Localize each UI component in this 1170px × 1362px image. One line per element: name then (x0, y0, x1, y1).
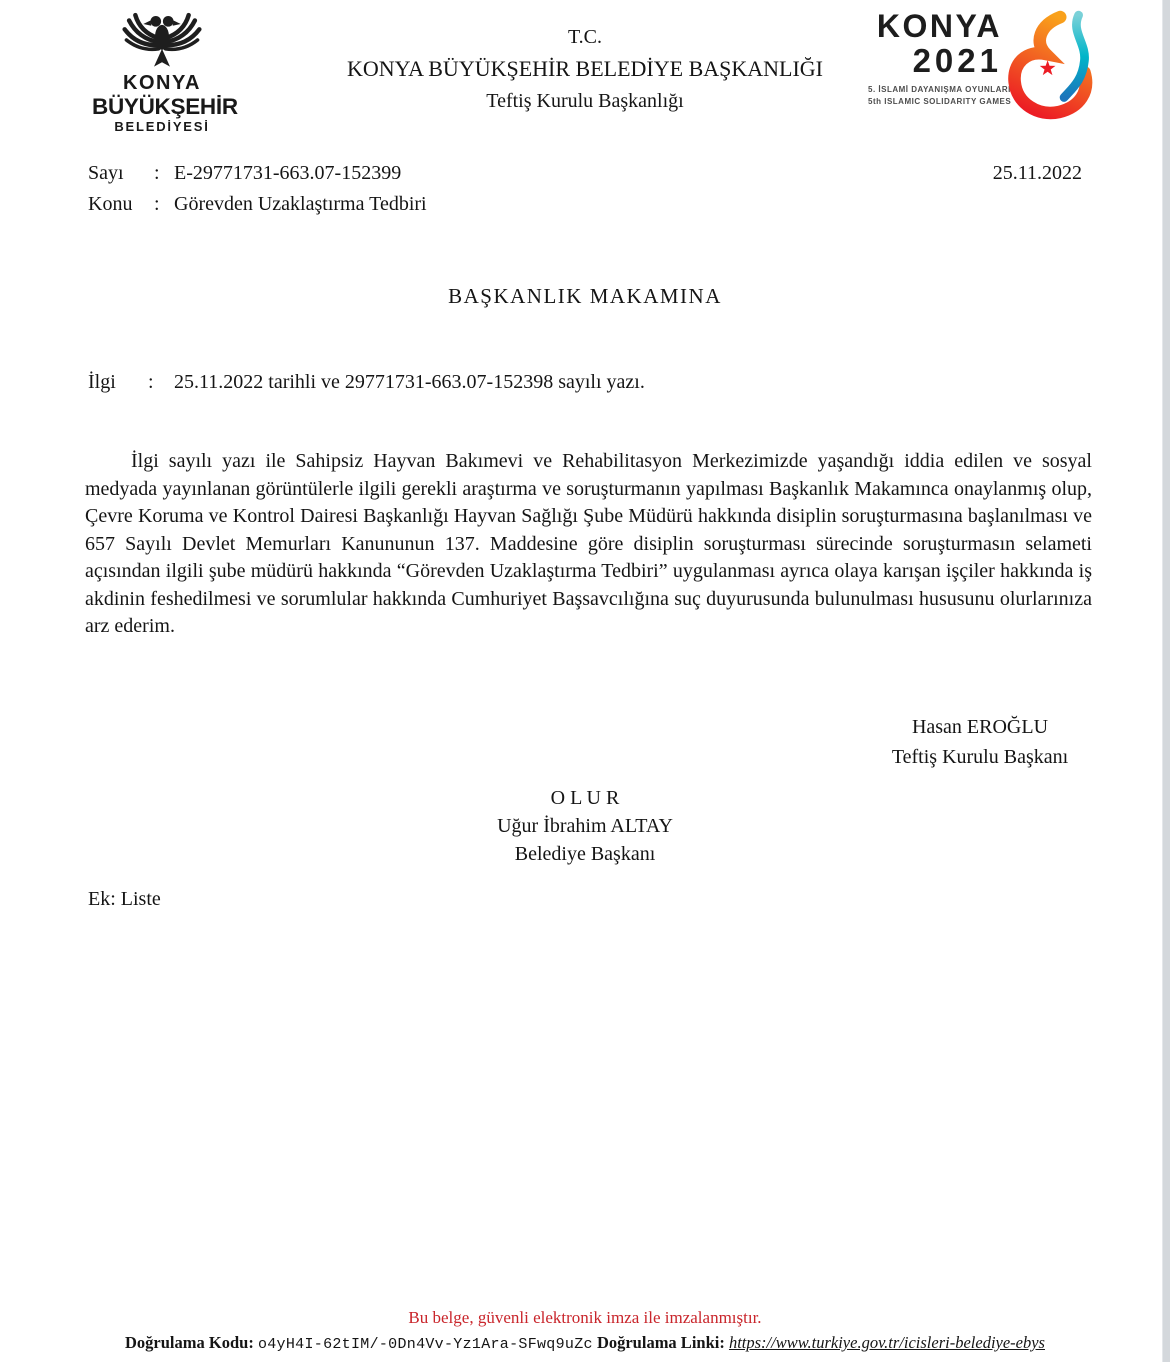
approval-olur: O L U R (550, 787, 620, 809)
approval-name: Uğur İbrahim ALTAY (497, 815, 673, 837)
signature-title: Teftiş Kurulu Başkanı (891, 746, 1069, 768)
konya-2021-year: 2021 (912, 42, 1002, 79)
municipality-logo-line3: BELEDİYESİ (114, 118, 210, 134)
reference-value: 25.11.2022 tarihli ve 29771731-663.07-152398 sayılı yazı. (174, 371, 645, 393)
konya-2021-title: KONYA (876, 8, 1002, 44)
reference-colon: : (148, 371, 154, 393)
signature-name: Hasan EROĞLU (911, 716, 1049, 738)
tulip-flame-icon (1005, 10, 1097, 122)
konya-2021-subtitle-tr: 5. İSLAMİ DAYANIŞMA OYUNLARI (868, 85, 1011, 94)
verification-code-label: Doğrulama Kodu: (125, 1333, 254, 1352)
verification-link[interactable]: https://www.turkiye.gov.tr/icisleri-belediye-ebys (728, 1333, 1045, 1352)
body-paragraph: İlgi sayılı yazı ile Sahipsiz Hayvan Bakımevi ve Rehabilitasyon Merkezimizde yaşandığı iddia edilen ve sosyal medyada yayınlanan görüntülerle ilgili gerekli araştırma ve soruşturmanın yapılması Başkanlık Makamınca onaylanmış olup, Çevre Koruma ve Kontrol Dairesi Başkanlığı Hayvan Sağlığı Şube Müdürü hakkında disiplin soruşturmasına başlanılması ve 657 Sayılı Devlet Memurları Kanununun 137. Maddesine göre disiplin soruşturması sürecinde soruşturmasın selameti açısından ilgili şube müdürü hakkında “Görevden Uzaklaştırma Tedbiri” uygulanması ayrıca olaya karışan işçiler hakkında iş akdinin feshedilmesi ve sorumlular hakkında Cumhuriyet Başsavcılığına suç duyurusunda bulunulması hususunu olurlarınıza arz ederim. (85, 450, 1092, 637)
signature-block (868, 712, 1092, 772)
reference-label: İlgi (88, 371, 116, 393)
star-icon (1040, 60, 1056, 75)
sayi-value: E-29771731-663.07-152399 (174, 162, 402, 184)
approval-block (0, 784, 1170, 868)
konu-row (88, 189, 427, 220)
document-meta (88, 158, 427, 220)
page-edge-strip (1162, 0, 1170, 1362)
attachment-note: Ek: Liste (88, 888, 161, 910)
approval-title: Belediye Başkanı (514, 843, 656, 865)
esign-notice: Bu belge, güvenli elektronik imza ile imzalanmıştır. (408, 1308, 762, 1327)
verification-link-label: Doğrulama Linki: (596, 1333, 725, 1352)
sayi-row (88, 158, 427, 189)
konya-2021-subtitle-en: 5th ISLAMIC SOLIDARITY GAMES (868, 97, 1012, 106)
konu-colon: : (154, 193, 160, 215)
konya-2021-wordmark (868, 8, 1012, 108)
sayi-colon: : (154, 162, 160, 184)
letterhead-tc: T.C. (567, 26, 603, 48)
document-date: 25.11.2022 (992, 162, 1082, 184)
municipality-logo-line1: KONYA (123, 72, 201, 94)
verification-code: o4yH4I-62tIM/-0Dn4Vv-Yz1Ara-SFwq9uZc (257, 1336, 593, 1353)
reference-row (88, 368, 645, 396)
letterhead-institution: KONYA BÜYÜKŞEHİR BELEDİYE BAŞKANLIĞI (346, 56, 824, 81)
sayi-label: Sayı (88, 162, 124, 184)
recipient-title: BAŞKANLIK MAKAMINA (448, 284, 722, 308)
konu-label: Konu (88, 193, 133, 215)
verification-line (0, 1333, 1170, 1353)
municipality-logo-line2: BÜYÜKŞEHİR (92, 93, 238, 119)
letterhead-department: Teftiş Kurulu Başkanlığı (486, 90, 684, 113)
konya-2021-logo (868, 10, 1097, 122)
konu-value: Görevden Uzaklaştırma Tedbiri (174, 193, 427, 215)
